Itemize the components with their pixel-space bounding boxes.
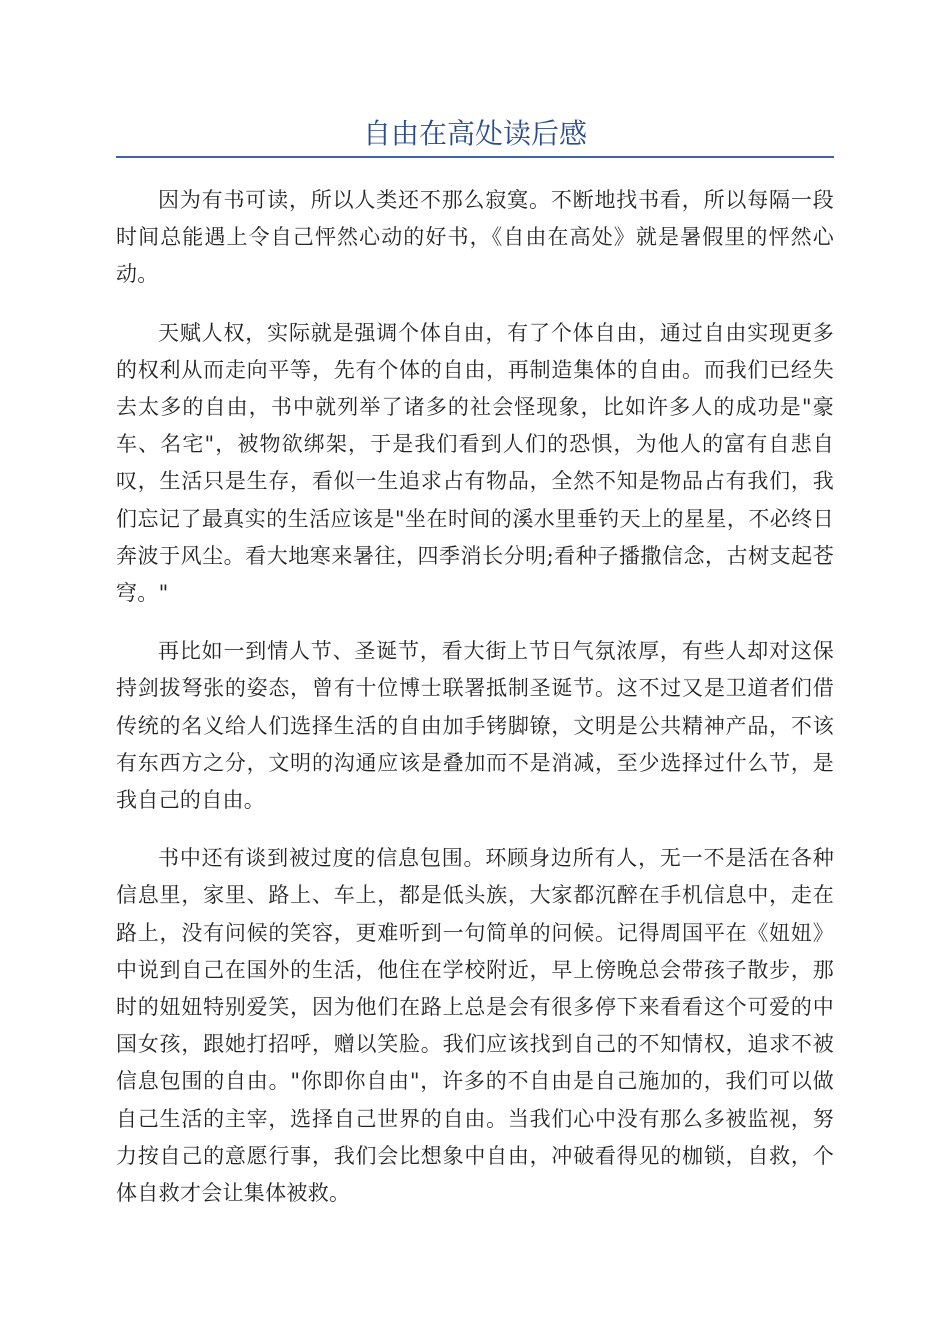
paragraph-2: 天赋人权，实际就是强调个体自由，有了个体自由，通过自由实现更多的权利从而走向平等，先有个体的自由，再制造集体的自由。而我们已经失去太多的自由，书中就列举了诸多的社会怪现象，比如许多人的成功是"豪车、名宅"，被物欲绑架，于是我们看到人们的恐惧，为他人的富有自悲自叹，生活只是生存，看似一生追求占有物品，全然不知是物品占有我们，我们忘记了最真实的生活应该是"坐在时间的溪水里垂钓天上的星星，不必终日奔波于风尘。看大地寒来暑往，四季消长分明;看种子播撒信念，古树支起苍穹。": [116, 320, 834, 606]
title-underline: [116, 156, 834, 158]
paragraph-3: 再比如一到情人节、圣诞节，看大街上节日气氛浓厚，有些人却对这保持剑拔弩张的姿态，曾有十位博士联署抵制圣诞节。这不过又是卫道者们借传统的名义给人们选择生活的自由加手铐脚镣，文明是公共精神产品，不该有东西方之分，文明的沟通应该是叠加而不是消减，至少选择过什么节，是我自己的自由。: [116, 639, 834, 813]
paragraph-1: 因为有书可读，所以人类还不那么寂寞。不断地找书看，所以每隔一段时间总能遇上令自己怦然心动的好书，《自由在高处》就是暑假里的怦然心动。: [116, 188, 834, 287]
paragraph-4: 书中还有谈到被过度的信息包围。环顾身边所有人，无一不是活在各种信息里，家里、路上、车上，都是低头族，大家都沉醉在手机信息中，走在路上，没有问候的笑容，更难听到一句简单的问候。记得周国平在《妞妞》中说到自己在国外的生活，他住在学校附近，早上傍晚总会带孩子散步，那时的妞妞特别爱笑，因为他们在路上总是会有很多停下来看看这个可爱的中国女孩，跟她打招呼，赠以笑脸。我们应该找到自己的不知情权，追求不被信息包围的自由。"你即你自由"，许多的不自由是自己施加的，我们可以做自己生活的主宰，选择自己世界的自由。当我们心中没有那么多被监视，努力按自己的意愿行事，我们会比想象中自由，冲破看得见的枷锁，自救，个体自救才会让集体被救。: [116, 846, 834, 1206]
document-page: [116, 112, 834, 1233]
document-title: 自由在高处读后感: [362, 117, 587, 150]
